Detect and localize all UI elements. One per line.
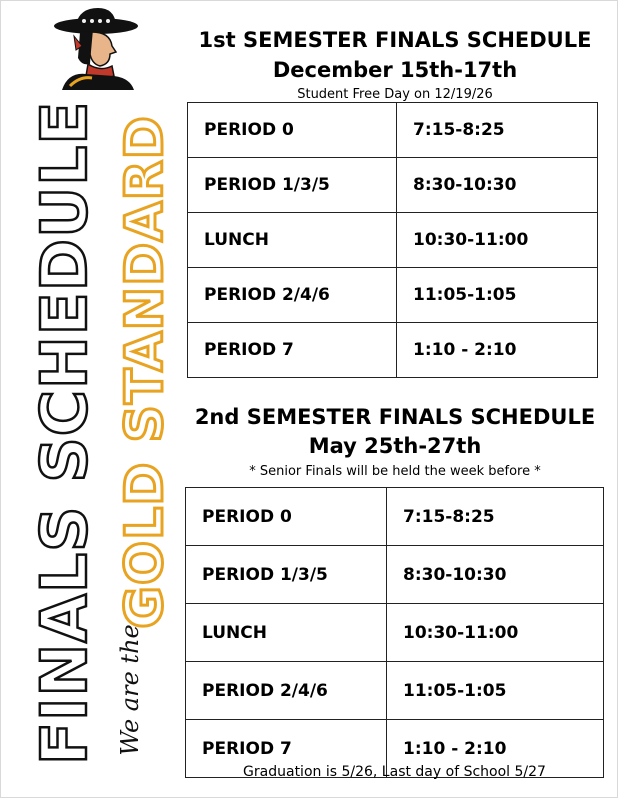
semester2-dates: May 25th-27th <box>308 434 482 458</box>
semester1-schedule-table <box>187 102 598 378</box>
period-cell: LUNCH <box>188 213 397 268</box>
period-cell: PERIOD 2/4/6 <box>186 662 387 720</box>
we-are-the-script: We are the <box>116 624 144 756</box>
semester2-note: * Senior Finals will be held the week before * <box>249 464 541 479</box>
table-row <box>186 662 604 720</box>
table-row <box>186 546 604 604</box>
period-cell: PERIOD 2/4/6 <box>188 268 397 323</box>
time-cell: 10:30-11:00 <box>397 213 598 268</box>
period-cell: PERIOD 0 <box>186 488 387 546</box>
period-cell: PERIOD 7 <box>188 323 397 378</box>
time-cell: 11:05-1:05 <box>397 268 598 323</box>
table-row <box>188 103 598 158</box>
period-cell: PERIOD 1/3/5 <box>186 546 387 604</box>
time-cell: 7:15-8:25 <box>387 488 604 546</box>
semester1-title: 1st SEMESTER FINALS SCHEDULE <box>198 28 592 52</box>
period-cell: PERIOD 0 <box>188 103 397 158</box>
finals-schedule-vertical-title: FINALS SCHEDULE <box>28 100 101 765</box>
table-row <box>186 488 604 546</box>
time-cell: 10:30-11:00 <box>387 604 604 662</box>
gold-standard-vertical-title: GOLD STANDARD <box>115 115 175 629</box>
period-cell: PERIOD 1/3/5 <box>188 158 397 213</box>
time-cell: 1:10 - 2:10 <box>387 720 604 778</box>
semester1-note: Student Free Day on 12/19/26 <box>297 87 493 102</box>
table-row <box>188 323 598 378</box>
period-cell: PERIOD 7 <box>186 720 387 778</box>
table-row <box>188 268 598 323</box>
semester1-dates: December 15th-17th <box>272 58 518 82</box>
time-cell: 7:15-8:25 <box>397 103 598 158</box>
semester2-schedule-table <box>185 487 604 778</box>
table-row <box>188 213 598 268</box>
semester2-title: 2nd SEMESTER FINALS SCHEDULE <box>194 405 596 429</box>
mascot-logo-icon <box>52 6 138 90</box>
time-cell: 11:05-1:05 <box>387 662 604 720</box>
time-cell: 1:10 - 2:10 <box>397 323 598 378</box>
table-row <box>188 158 598 213</box>
period-cell: LUNCH <box>186 604 387 662</box>
table-row <box>186 604 604 662</box>
time-cell: 8:30-10:30 <box>397 158 598 213</box>
footer-note: Graduation is 5/26, Last day of School 5/27 <box>243 764 546 780</box>
time-cell: 8:30-10:30 <box>387 546 604 604</box>
